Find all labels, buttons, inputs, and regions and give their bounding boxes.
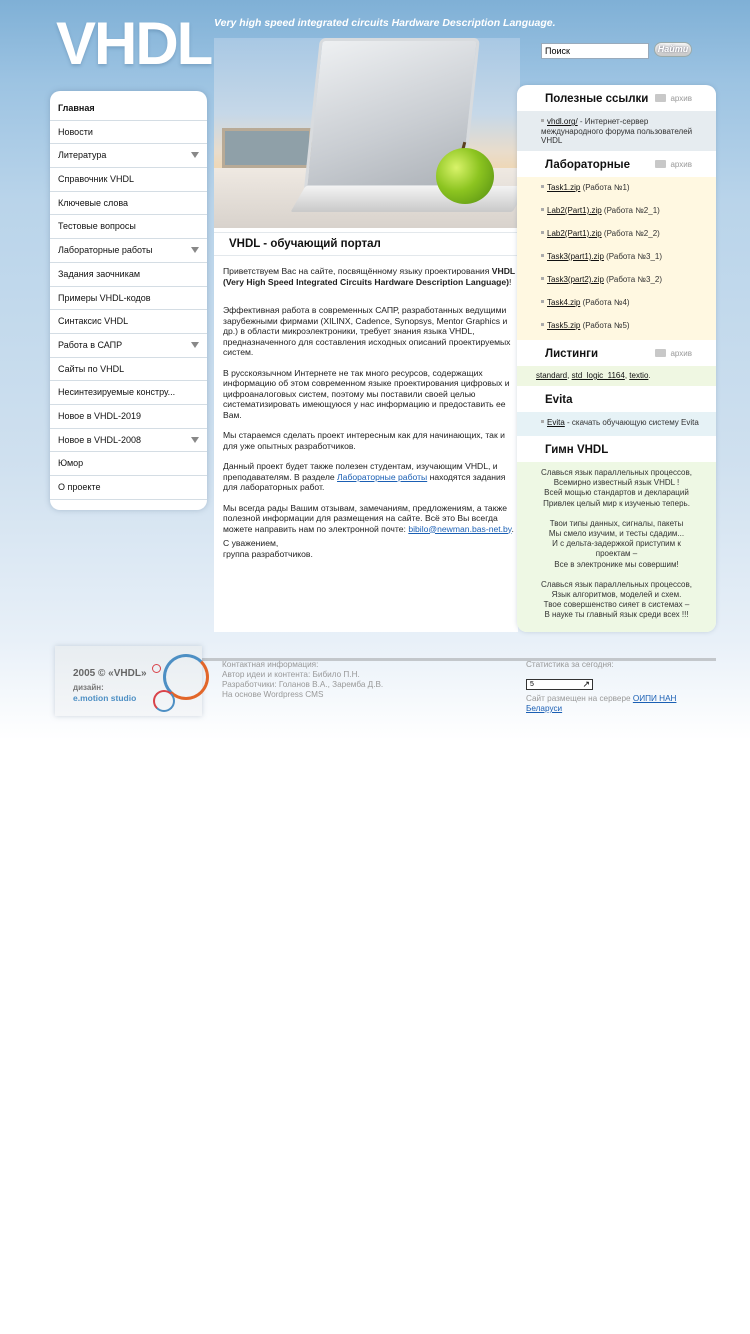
bullet-icon: [541, 185, 544, 188]
lab-file-link[interactable]: Task1.zip: [547, 183, 581, 192]
lab-item: Lab2(Part1).zip (Работа №2_2): [541, 229, 660, 238]
contact-info: Контактная информация: Автор идеи и контента: Бибило П.Н. Разработчики: Голанов В.А., Заремба Д.В. На основе Wordpress CMS: [222, 660, 384, 699]
signature: С уважением, группа разработчиков.: [223, 538, 313, 559]
sidebar-item[interactable]: [50, 452, 207, 476]
lab-item: Task3(part1).zip (Работа №3_1): [541, 252, 662, 261]
sidebar-item-label: Работа в САПР: [58, 339, 123, 350]
chevron-down-icon[interactable]: [191, 152, 199, 158]
hero-image: [214, 38, 520, 228]
listing-textio[interactable]: textio: [629, 371, 649, 380]
lab-item: Task5.zip (Работа №5): [541, 321, 630, 330]
paragraph-6: Мы всегда рады Вашим отзывам, замечаниям, предложениям, а также полезной информации для размещения на сайте. Всё это Вы всегда можете направить нам по электронной почте: bibilo@newman.bas-net.by.: [223, 502, 514, 534]
bullet-icon: [541, 420, 544, 423]
listings-header: [517, 342, 716, 366]
intro-paragraph: Приветствуем Вас на сайте, посвящённому языку проектирования VHDL (Very High Speed Integrated Circuits Hardware Description Language)!: [223, 266, 516, 287]
hymn-line: Твое совершенство сияет в системах –: [543, 600, 690, 610]
chevron-down-icon[interactable]: [191, 437, 199, 443]
bullet-icon: [541, 254, 544, 257]
paragraph-2: Эффективная работа в современных САПР, разработанных ведущими зарубежными фирмами (XILINX, Cadence, Synopsys, Mentor Graphics и др.) в области микроэлектроники, требует знания языка VHDL, предназначенного для составления исходных описаний проектируемых систем.: [223, 305, 511, 357]
listings-section: standard, std_logic_1164, textio.: [517, 366, 716, 386]
sidebar-item-label: Новости: [58, 126, 93, 137]
sidebar-item-label: Главная: [58, 103, 95, 113]
evita-link[interactable]: Evita: [547, 418, 565, 427]
sidebar-item[interactable]: [50, 215, 207, 239]
labs-header: [517, 153, 716, 177]
lab-file-link[interactable]: Task5.zip: [547, 321, 581, 330]
folder-icon: [655, 349, 666, 357]
links-archive[interactable]: архив: [655, 87, 692, 111]
hymn-title: Гимн VHDL: [545, 444, 609, 456]
sidebar-item-label: Синтаксис VHDL: [58, 316, 129, 327]
sidebar-item[interactable]: [50, 263, 207, 287]
sidebar-item[interactable]: [50, 476, 207, 500]
hymn-text: [517, 462, 716, 632]
hymn-line: В науке ты главный язык среди всех !!!: [544, 610, 689, 620]
search-button[interactable]: Найти: [654, 42, 692, 57]
hymn-header: [517, 438, 716, 462]
hymn-line: проектам –: [595, 549, 638, 559]
evita-title: Evita: [545, 394, 573, 406]
bullet-icon: [541, 119, 544, 122]
hymn-line: Все в электронике мы совершим!: [554, 559, 679, 569]
sidebar-item[interactable]: [50, 168, 207, 192]
listing-standard[interactable]: standard: [536, 371, 568, 380]
evita-header: [517, 388, 716, 412]
lab-file-link[interactable]: Task3(part2).zip: [547, 275, 604, 284]
links-section: vhdl.org/ - Интернет-сервер международного форума пользователей VHDL: [517, 111, 716, 151]
listings-title: Листинги: [545, 348, 599, 360]
sidebar-item-label: Справочник VHDL: [58, 174, 135, 185]
sidebar-item-label: Задания заочникам: [58, 268, 141, 279]
site-tagline: Very high speed integrated circuits Hardware Description Language.: [214, 17, 556, 29]
logo-year: 2005 © «VHDL»: [73, 668, 147, 679]
main-text: [223, 266, 519, 569]
sidebar-item-label: О проекте: [58, 482, 101, 492]
hymn-line: Мы смело изучим, и тесты сдадим...: [548, 529, 685, 539]
hymn-line: Твои типы данных, сигналы, пакеты: [549, 518, 684, 528]
right-sidebar: [517, 85, 716, 632]
folder-icon: [655, 94, 666, 102]
server-link[interactable]: ОИПИ НАН Беларуси: [526, 694, 677, 713]
logo-dot-icon: [152, 664, 161, 673]
sidebar-item-label: Тестовые вопросы: [58, 221, 136, 232]
visit-counter[interactable]: 5 ↗: [526, 679, 593, 690]
footer-logo: [55, 646, 202, 716]
lab-item: Task4.zip (Работа №4): [541, 298, 630, 307]
folder-icon: [655, 160, 666, 168]
paragraph-5: Данный проект будет также полезен студентам, изучающим VHDL, и преподавателям. В разделе Лабораторные работы находятся задания для лабораторных работ.: [223, 461, 506, 492]
hymn-line: Славься язык параллельных процессов,: [541, 579, 692, 589]
listing-std-logic[interactable]: std_logic_1164: [571, 371, 625, 380]
sidebar-item[interactable]: [50, 334, 207, 358]
hymn-line: Славься язык параллельных процессов,: [541, 468, 692, 477]
sidebar-item[interactable]: [50, 405, 207, 429]
sidebar-item[interactable]: [50, 192, 207, 216]
lab-file-link[interactable]: Lab2(Part1).zip: [547, 229, 602, 238]
labs-section: [517, 177, 716, 340]
bullet-icon: [541, 208, 544, 211]
lab-file-link[interactable]: Task4.zip: [547, 298, 581, 307]
hymn-line: [517, 570, 716, 580]
paragraph-3: В русскоязычном Интернете не так много ресурсов, содержащих информацию об этом современном языке проектирования цифровых и цифроаналоговых систем, поэтому мы поставили своей целью систематизировать имеющуюся у нас информацию и предоставить ее Вам.: [223, 367, 510, 420]
sidebar-item[interactable]: [50, 310, 207, 334]
search-input[interactable]: [541, 43, 649, 59]
labs-title: Лабораторные: [545, 159, 630, 171]
sidebar-item[interactable]: [50, 97, 207, 121]
logo-design: дизайн:: [73, 683, 104, 692]
labs-link[interactable]: Лабораторные работы: [337, 471, 428, 482]
bullet-icon: [541, 231, 544, 234]
sidebar-item-label: Несинтезируемые констру...: [58, 387, 176, 398]
main-content: [214, 228, 518, 632]
hymn-line: [517, 509, 716, 519]
sidebar-item-label: Литература: [58, 150, 107, 161]
sidebar-item-label: Новое в VHDL-2019: [58, 410, 142, 421]
sidebar-item-label: Примеры VHDL-кодов: [58, 292, 151, 303]
listings-archive[interactable]: архив: [655, 342, 692, 366]
sidebar-item[interactable]: [50, 144, 207, 168]
logo-studio: e.motion studio: [73, 693, 137, 703]
sidebar-item[interactable]: [50, 121, 207, 145]
lab-item: Lab2(Part1).zip (Работа №2_1): [541, 206, 660, 215]
chevron-down-icon[interactable]: [191, 342, 199, 348]
hymn-line: Язык алгоритмов, моделей и схем.: [551, 590, 682, 600]
sidebar-item[interactable]: [50, 358, 207, 382]
sidebar-item-label: Новое в VHDL-2008: [58, 434, 142, 445]
sidebar-item[interactable]: [50, 381, 207, 405]
sidebar-item-label: Ключевые слова: [58, 197, 129, 208]
sidebar-item-label: Сайты по VHDL: [58, 363, 125, 374]
bullet-icon: [541, 277, 544, 280]
site-logo[interactable]: VHDL: [56, 10, 212, 77]
hymn-line: Привлек целый мир к изученью теперь.: [543, 498, 690, 508]
bullet-icon: [541, 300, 544, 303]
page-title: VHDL - обучающий портал: [214, 232, 518, 256]
sidebar-item[interactable]: [50, 287, 207, 311]
sidebar-item[interactable]: [50, 239, 207, 263]
labs-archive[interactable]: архив: [655, 153, 692, 177]
hymn-line: Всей мощью стандартов и деклараций: [544, 488, 689, 498]
lab-item: Task1.zip (Работа №1): [541, 183, 630, 192]
lab-file-link[interactable]: Task3(part1).zip: [547, 252, 604, 261]
arrow-icon: ↗: [582, 679, 590, 689]
logo-ring-small-icon: [153, 690, 175, 712]
hymn-line: Всемирно известный язык VHDL !: [553, 478, 680, 488]
sidebar-item[interactable]: [50, 429, 207, 453]
apple-illustration: [436, 148, 494, 204]
lab-file-link[interactable]: Lab2(Part1).zip: [547, 206, 602, 215]
server-info: Сайт размещен на сервере ОИПИ НАН Беларуси: [526, 694, 677, 713]
lab-item: Task3(part2).zip (Работа №3_2): [541, 275, 662, 284]
evita-section: Evita - скачать обучающую систему Evita: [517, 412, 716, 436]
hymn-line: И с дельта-задержкой приступим к: [552, 539, 681, 549]
email-link[interactable]: bibilo@newman.bas-net.by: [408, 523, 512, 534]
bullet-icon: [541, 323, 544, 326]
paragraph-4: Мы стараемся сделать проект интересным как для начинающих, так и для уже опытных разработчиков.: [223, 430, 505, 451]
sidebar-nav: [50, 91, 207, 510]
sidebar-item-label: Юмор: [58, 458, 84, 469]
links-title: Полезные ссылки: [545, 93, 649, 105]
sidebar-item-label: Лабораторные работы: [58, 245, 153, 256]
links-header: [517, 87, 716, 111]
stats-label: Статистика за сегодня:: [526, 660, 614, 669]
vhdl-org-link[interactable]: vhdl.org/: [547, 117, 578, 126]
chevron-down-icon[interactable]: [191, 247, 199, 253]
